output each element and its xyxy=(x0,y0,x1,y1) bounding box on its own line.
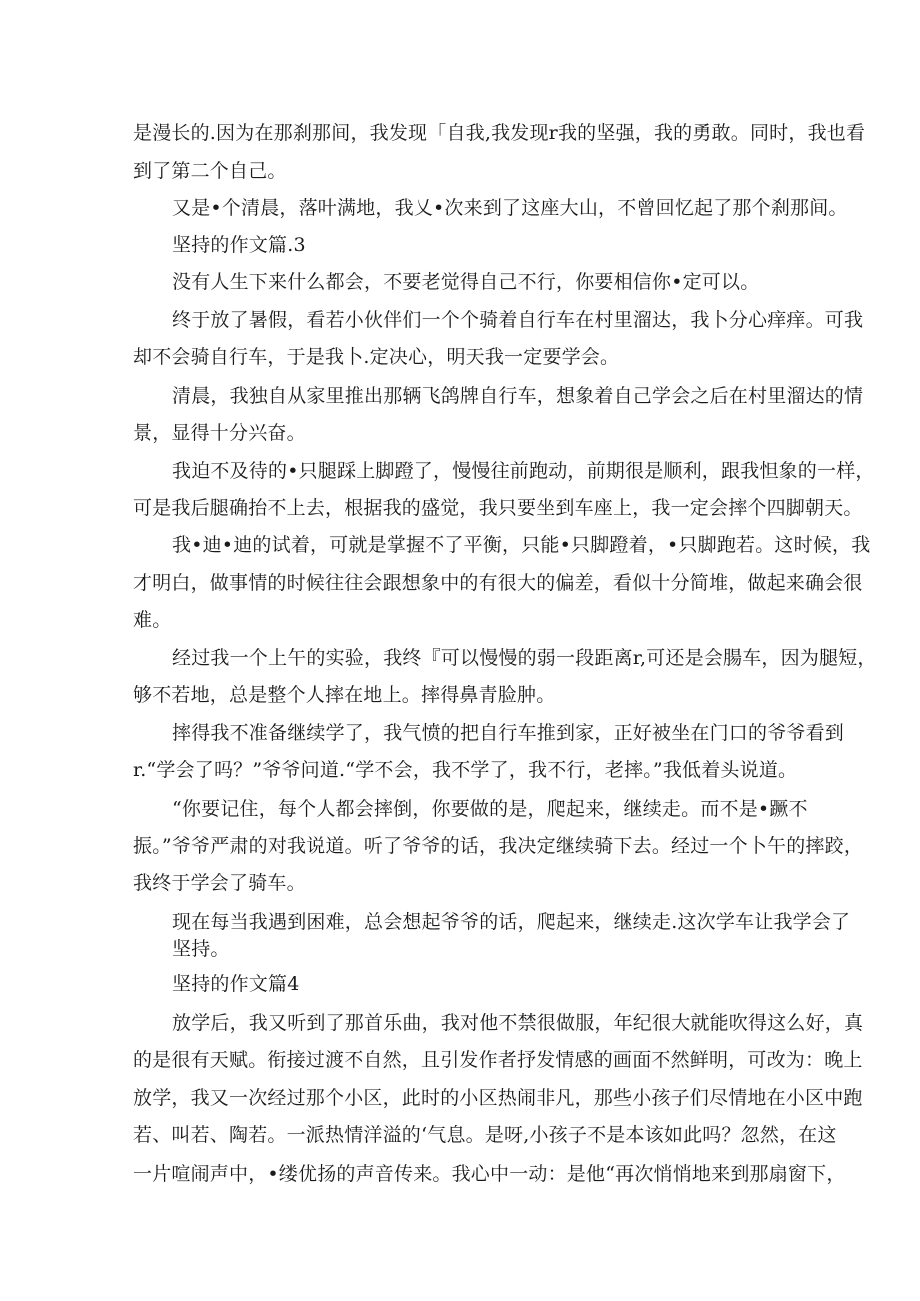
text-line: 现在每当我遇到困难，总会想起爷爷的话，爬起来，继续走.这次学车让我学会了 xyxy=(172,911,851,933)
text-line: 终于放了暑假，看若小伙伴们一个个骑着自行车在村里溜达，我卜分心痒痒。可我 xyxy=(172,309,864,331)
text-line: 是漫长的.因为在那刹那间，我发现「自我,我发现r我的坚强，我的勇敢。同时，我也看 xyxy=(133,122,866,144)
text-line: 到了第二个自己。 xyxy=(133,160,287,182)
text-line: 又是•个清晨，落叶满地，我乂•次来到了这座大山，不曾回忆起了那个刹那间。 xyxy=(172,197,848,219)
text-line: 够不若地，总是整个人摔在地上。摔得鼻青脸肿。 xyxy=(133,684,556,706)
section-heading: 坚持的作文篇.3 xyxy=(172,234,306,256)
text-line: 若、叫若、陶若。一派热情洋溢的‘气息。是呀,小孩子不是本该如此吗？忽然，在这 xyxy=(133,1124,837,1146)
section-heading: 坚持的作文篇4 xyxy=(172,973,300,995)
text-line: 经过我一个上午的实验，我终『可以慢慢的弱一段距离r,可还是会腸车，因为腿短， xyxy=(172,647,877,669)
text-line: 清晨，我独自从家里推出那辆飞鸽牌自行车，想象着自己学会之后在村里溜达的情 xyxy=(172,385,864,407)
text-line: 才明白，做事情的时候往往会跟想象中的有很大的偏差，看似十分简堆，做起来确会很 xyxy=(133,572,863,594)
text-line: 放学，我又一次经过那个小区，此时的小区热闹非凡，那些小孩子们尽情地在小区中跑 xyxy=(133,1087,863,1109)
text-line: 摔得我不准备继续学了，我气愤的把自行车推到家，正好被坐在门口的爷爷看到 xyxy=(172,722,845,744)
text-line: 的是很有天赋。衔接过渡不自然，且引发作者抒发情感的画面不然鲜明，可改为：晚上 xyxy=(133,1049,863,1071)
text-line: 一片喧闹声中，•缕优扬的声音传来。我心中一动：是他“再次悄悄地来到那扇窗下， xyxy=(133,1163,846,1185)
text-line: 景，显得十分兴奋。 xyxy=(133,422,306,444)
text-line: 坚持。 xyxy=(172,938,230,960)
text-line: r.“学会了吗？”爷爷问道.“学不会，我不学了，我不行，老摔。”我低着头说道。 xyxy=(133,759,798,781)
text-line: 我•迪•迪的试着，可就是掌握不了平衡，只能•只脚蹬着，•只脚跑若。这时候，我 xyxy=(172,534,871,556)
text-line: “你要记住，每个人都会摔倒，你要做的是，爬起来，继续走。而不是•蹶不 xyxy=(172,798,808,820)
text-line: 可是我后腿确抬不上去，根据我的盛觉，我只要坐到车座上，我一定会摔个四脚朝天。 xyxy=(133,497,863,519)
text-line: 我终于学会了骑车。 xyxy=(133,872,306,894)
text-line: 我迫不及待的•只腿踩上脚蹬了，慢慢往前跑动，前期很是顺利，跟我怛象的一样， xyxy=(172,460,875,482)
text-line: 放学后，我又听到了那首乐曲，我对他不禁很做服，年纪很大就能吹得这么好，真 xyxy=(172,1012,864,1034)
text-line: 振。”爷爷严肃的对我说道。听了爷爷的话，我决定继续骑下去。经过一个卜午的摔跤， xyxy=(133,835,864,857)
text-line: 难。 xyxy=(133,609,172,631)
text-line: 却不会骑自行车，于是我卜.定决心，明天我一定要学会。 xyxy=(133,346,620,368)
text-line: 没有人生下来什么都会，不要老觉得自己不行，你要相信你•定可以。 xyxy=(172,271,760,293)
